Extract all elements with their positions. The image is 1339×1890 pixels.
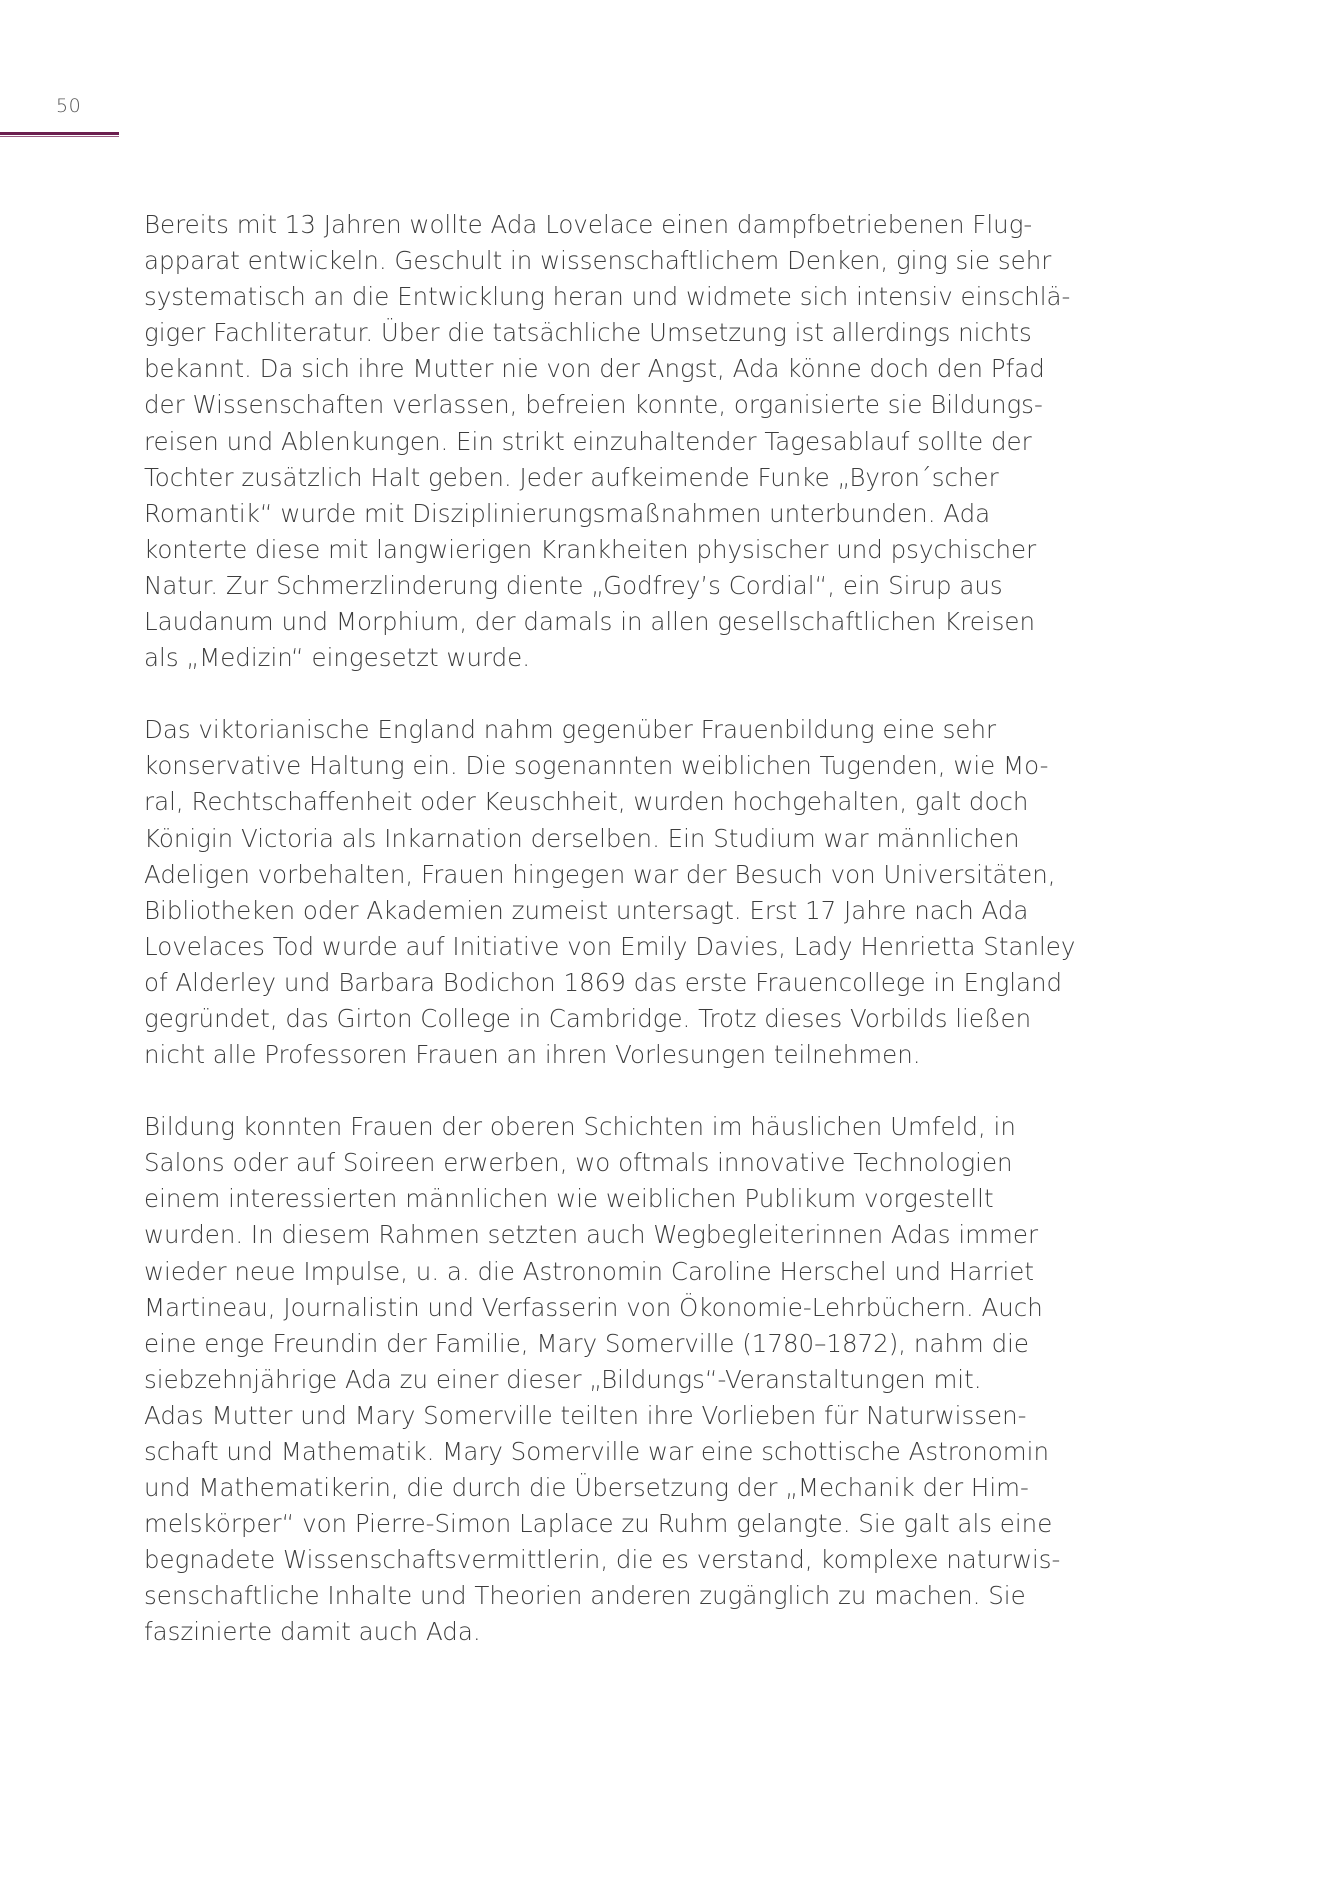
text-line: und Mathematikerin, die durch die Übersetzung der „Mechanik der Him- <box>144 1473 1029 1503</box>
text-line: Salons oder auf Soireen erwerben, wo oftmals innovative Technologien <box>144 1148 1013 1178</box>
text-line: der Wissenschaften verlassen, befreien konnte, organisierte sie Bildungs- <box>144 390 1043 420</box>
header-rule-thin <box>0 136 119 137</box>
text-line: of Alderley und Barbara Bodichon 1869 das erste Frauencollege in England <box>144 967 1063 997</box>
text-line: wurden. In diesem Rahmen setzten auch Wegbegleiterinnen Adas immer <box>144 1220 1039 1250</box>
text-line: Natur. Zur Schmerzlinderung diente „Godfrey’s Cordial“, ein Sirup aus <box>144 570 1003 600</box>
page-number: 50 <box>56 95 82 117</box>
text-line: begnadete Wissenschaftsvermittlerin, die es verstand, komplexe naturwis- <box>144 1545 1061 1575</box>
text-line: systematisch an die Entwicklung heran und widmete sich intensiv einschlä- <box>144 282 1071 312</box>
text-line: nicht alle Professoren Frauen an ihren Vorlesungen teilnehmen. <box>144 1040 921 1070</box>
text-line: apparat entwickeln. Geschult in wissenschaftlichem Denken, ging sie sehr <box>144 246 1052 276</box>
text-line: eine enge Freundin der Familie, Mary Somerville (1780–1872), nahm die <box>144 1328 1030 1358</box>
text-line: Tochter zusätzlich Halt geben. Jeder aufkeimende Funke „Byron´scher <box>144 462 999 492</box>
text-line: Königin Victoria als Inkarnation derselben. Ein Studium war männlichen <box>144 823 1020 853</box>
text-line: melskörper“ von Pierre-Simon Laplace zu Ruhm gelangte. Sie galt als eine <box>144 1509 1053 1539</box>
text-line: Romantik“ wurde mit Disziplinierungsmaßnahmen unterbunden. Ada <box>144 498 991 528</box>
text-line: Adeligen vorbehalten, Frauen hingegen war der Besuch von Universitäten, <box>144 859 1056 889</box>
text-line: konterte diese mit langwierigen Krankheiten physischer und psychischer <box>144 534 1037 564</box>
text-line: schaft und Mathematik. Mary Somerville war eine schottische Astronomin <box>144 1437 1049 1466</box>
text-line: bekannt. Da sich ihre Mutter nie von der Angst, Ada könne doch den Pfad <box>144 354 1045 384</box>
paragraph-2 <box>144 712 1076 1073</box>
text-line: ral, Rechtschaffenheit oder Keuschheit, wurden hochgehalten, galt doch <box>144 787 1029 817</box>
text-line: giger Fachliteratur. Über die tatsächliche Umsetzung ist allerdings nichts <box>144 318 1032 348</box>
text-line: als „Medizin“ eingesetzt wurde. <box>144 643 531 673</box>
paragraph-1 <box>144 207 1071 676</box>
text-line: Martineau, Journalistin und Verfasserin von Ökonomie-Lehrbüchern. Auch <box>144 1292 1043 1322</box>
paragraph-3 <box>144 1109 1061 1650</box>
header-rule <box>0 132 119 135</box>
text-line: wieder neue Impulse, u. a. die Astronomin Caroline Herschel und Harriet <box>144 1256 1034 1286</box>
text-line: Adas Mutter und Mary Somerville teilten ihre Vorlieben für Naturwissen- <box>144 1400 1027 1430</box>
text-line: einem interessierten männlichen wie weiblichen Publikum vorgestellt <box>144 1184 994 1214</box>
text-line: Bibliotheken oder Akademien zumeist untersagt. Erst 17 Jahre nach Ada <box>144 895 1029 925</box>
text-line: konservative Haltung ein. Die sogenannten weiblichen Tugenden, wie Mo- <box>144 751 1049 781</box>
body-text <box>144 207 1076 1687</box>
text-line: siebzehnjährige Ada zu einer dieser „Bildungs“-Veranstaltungen mit. <box>144 1364 982 1394</box>
text-line: Das viktorianische England nahm gegenüber Frauenbildung eine sehr <box>144 715 997 745</box>
text-line: Bildung konnten Frauen der oberen Schichten im häuslichen Umfeld, in <box>144 1112 1016 1142</box>
text-line: senschaftliche Inhalte und Theorien anderen zugänglich zu machen. Sie <box>144 1581 1026 1611</box>
text-line: gegründet, das Girton College in Cambridge. Trotz dieses Vorbilds ließen <box>144 1003 1032 1033</box>
text-line: Bereits mit 13 Jahren wollte Ada Lovelace einen dampfbetriebenen Flug- <box>144 210 1033 239</box>
text-line: reisen und Ablenkungen. Ein strikt einzuhaltender Tagesablauf sollte der <box>144 426 1032 456</box>
text-line: faszinierte damit auch Ada. <box>144 1617 481 1647</box>
text-line: Laudanum und Morphium, der damals in allen gesellschaftlichen Kreisen <box>144 607 1035 637</box>
text-line: Lovelaces Tod wurde auf Initiative von Emily Davies, Lady Henrietta Stanley <box>144 931 1076 961</box>
